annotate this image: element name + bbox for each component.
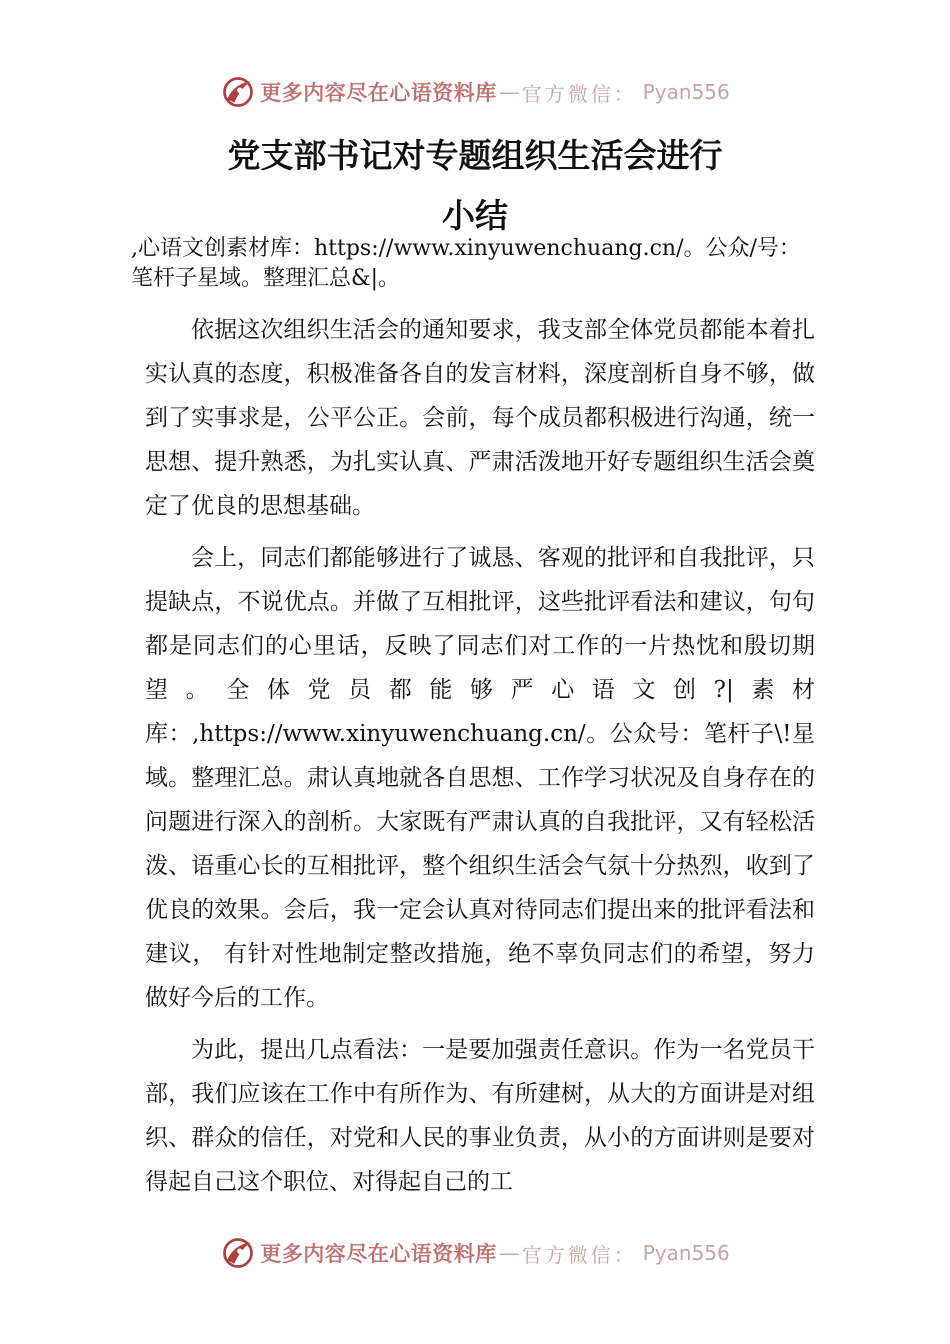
document-title-line2: 小结 (442, 196, 508, 235)
footer-brand-text: 更多内容尽在心语资料库 (260, 1241, 497, 1266)
brand-logo-icon (220, 74, 256, 110)
paragraph-1: 依据这次组织生活会的通知要求，我支部全体党员都能本着扎实认真的态度，积极准备各自的发言材料，深度剖析自身不够，做到了实事求是，公平公正。会前，每个成员都积极进行沟通，统一思想、提升熟悉，为扎实认真、严肃活泼地开好专题组织生活会奠定了优良的思想基础。 (145, 317, 815, 519)
header-brand-text: 更多内容尽在心语资料库 (260, 80, 497, 105)
header-banner (0, 72, 950, 112)
watermark-note: ,心语文创素材库：https://www.xinyuwenchuang.cn/。公众/号：笔杆子星域。整理汇总&|。 (131, 236, 801, 291)
header-wechat-id: Pyan556 (642, 80, 730, 104)
header-wechat-label: 官方微信： (521, 81, 637, 106)
footer-wechat-id: Pyan556 (642, 1241, 730, 1265)
document-body (131, 234, 815, 1212)
footer-separator: — (498, 1241, 520, 1265)
paragraph-2: 会上，同志们都能够进行了诚恳、客观的批评和自我批评，只提缺点，不说优点。并做了互相批评，这些批评看法和建议，句句都是同志们的心里话，反映了同志们对工作的一片热忱和殷切期望。全体党员都能够严心语文创?|素材库：,https://www.xinyuwenchuang.cn/。公众号：笔杆子\!星域。整理汇总。肃认真地就各自思想、工作学习状况及自身存在的问题进行深入的剖析。大家既有严肃认真的自我批评，又有轻松活泼、语重心长的互相批评，整个组织生活会气氛十分热烈，收到了优良的效果。会后，我一定会认真对待同志们提出来的批评看法和建议， 有针对性地制定整改措施，绝不辜负同志们的希望，努力做好今后的工作。 (145, 545, 815, 1011)
brand-logo-icon (220, 1235, 256, 1271)
footer-wechat-label: 官方微信： (521, 1242, 637, 1267)
footer-banner (0, 1233, 950, 1273)
document-title-line1: 党支部书记对专题组织生活会进行 (227, 136, 723, 175)
paragraph-3: 为此，提出几点看法：一是要加强责任意识。作为一名党员干部，我们应该在工作中有所作为、有所建树，从大的方面讲是对组织、群众的信任，对党和人民的事业负责，从小的方面讲则是要对得起自己这个职位、对得起自己的工 (145, 1037, 815, 1195)
header-separator: — (498, 80, 520, 104)
